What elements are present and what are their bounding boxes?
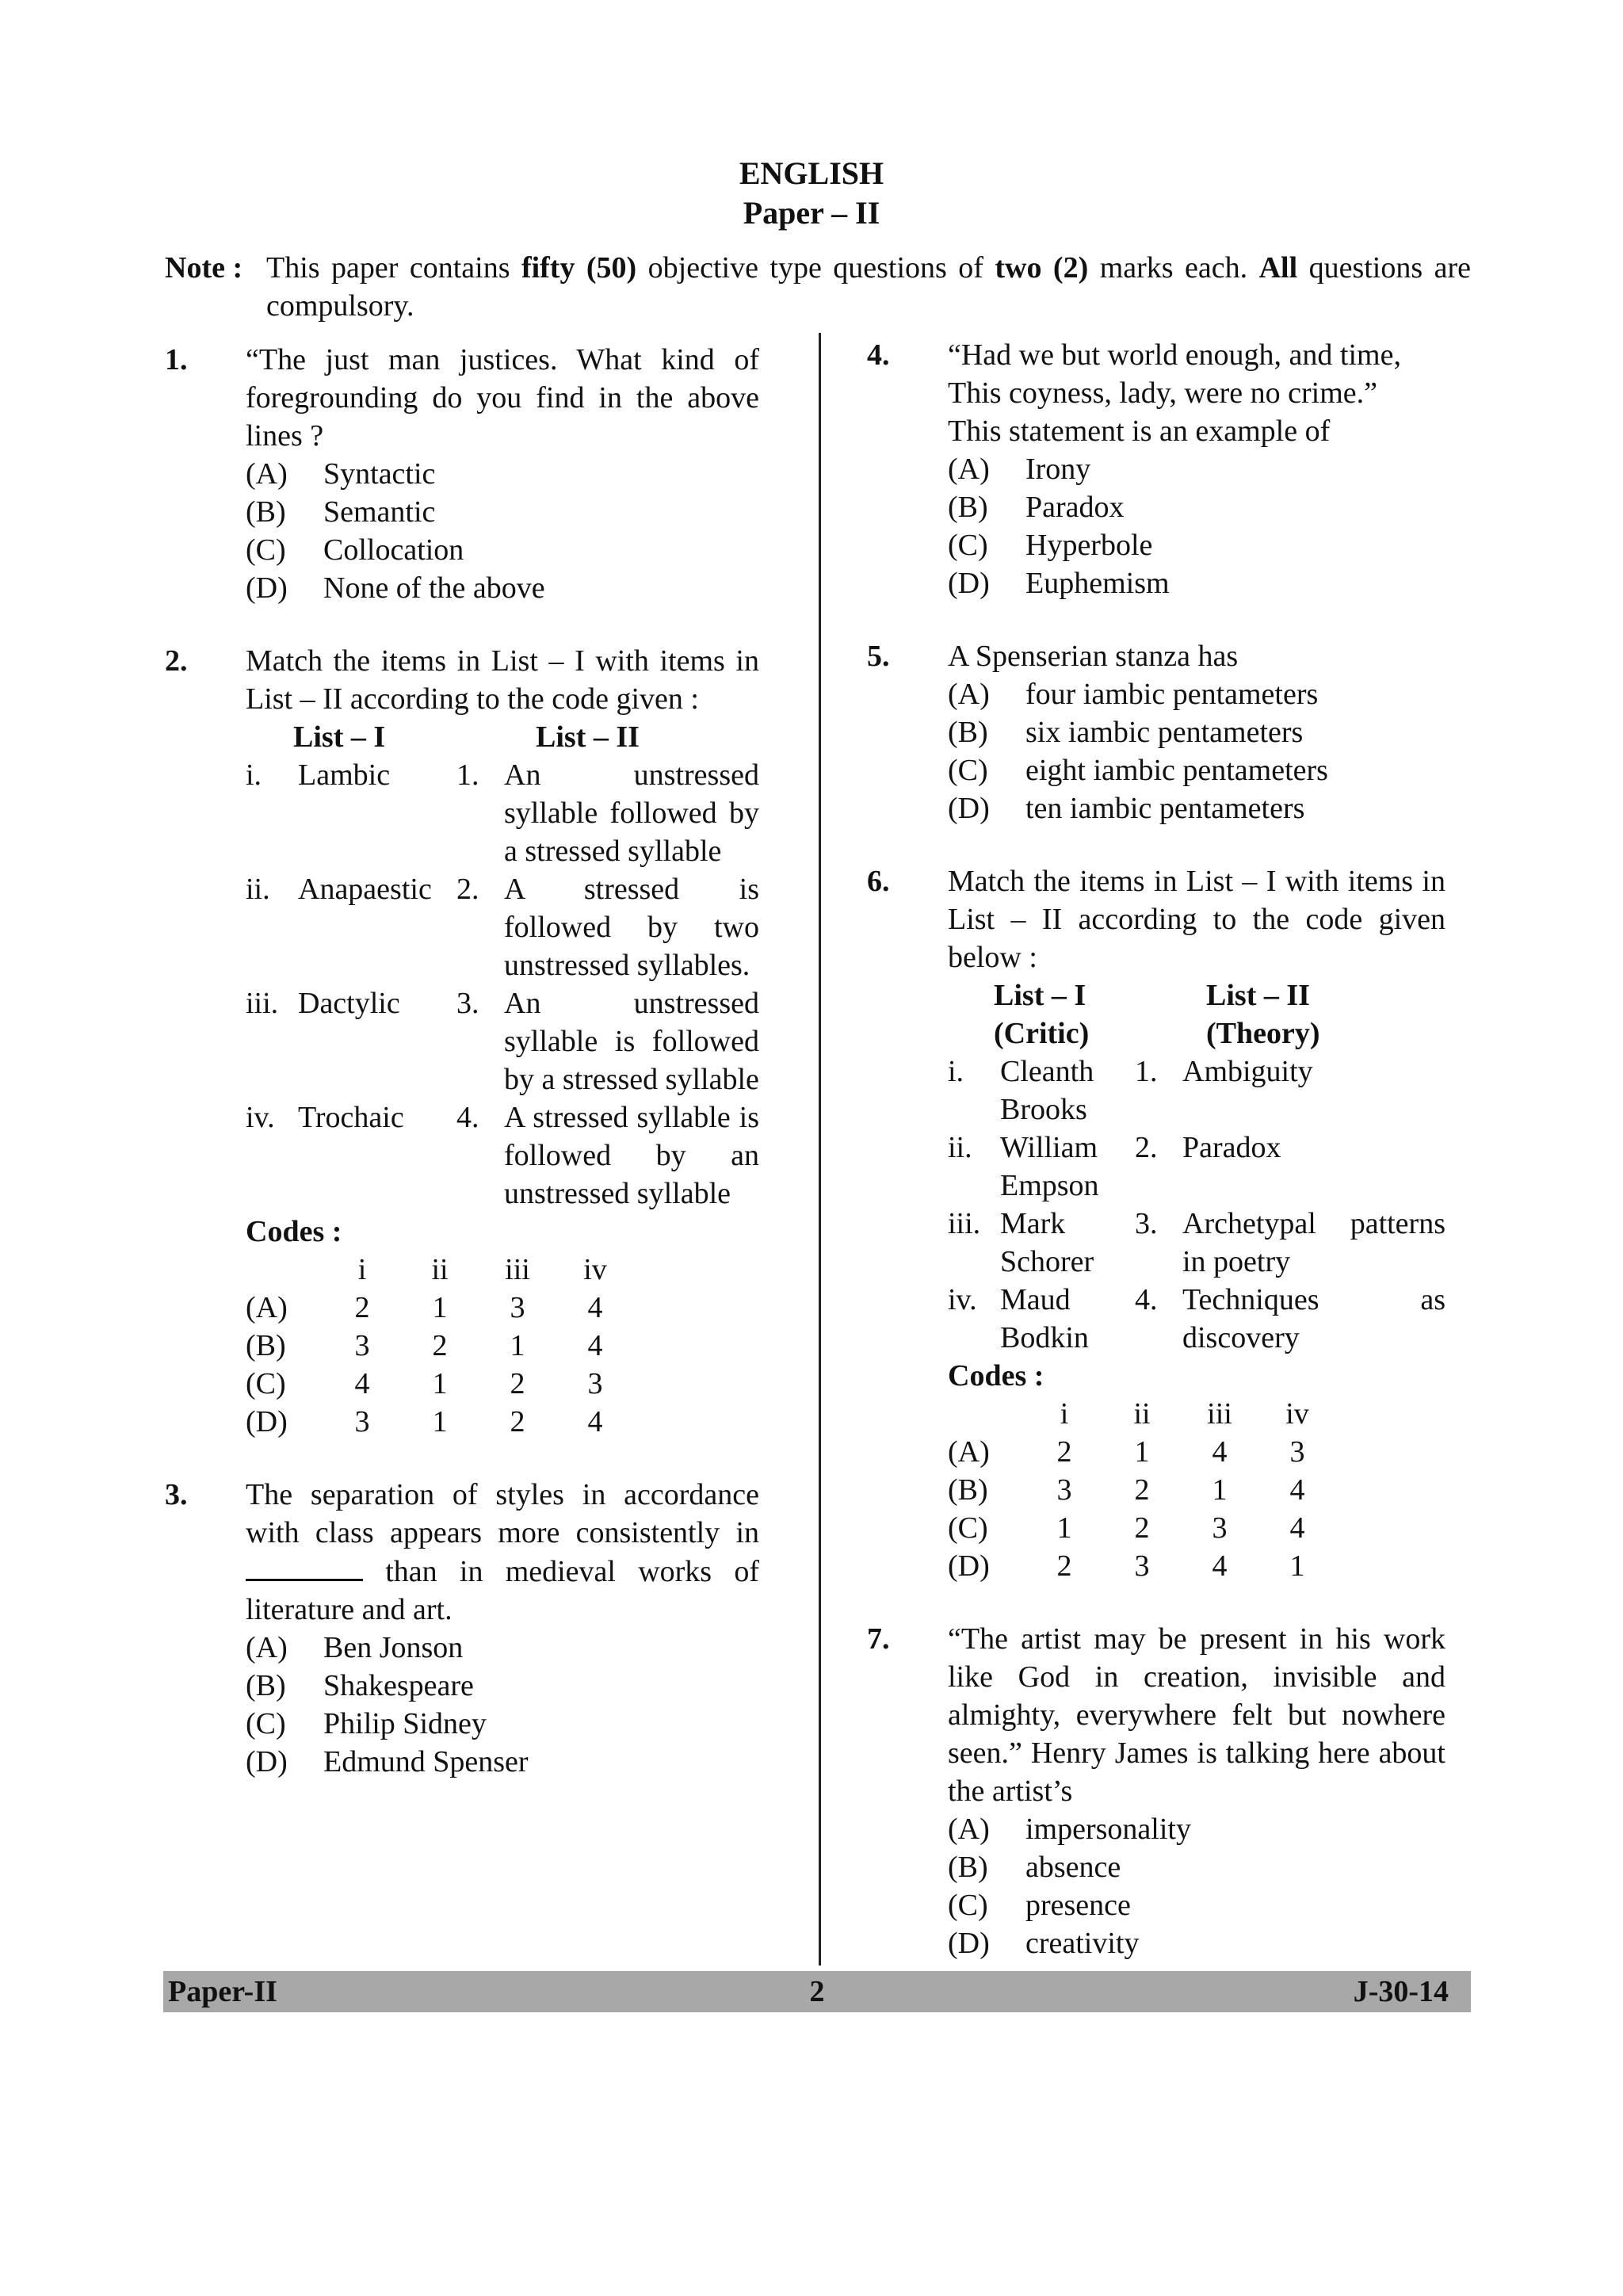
page-header: [0, 154, 1623, 233]
code-label: (A): [948, 1435, 990, 1469]
code-value: 1: [1056, 1511, 1072, 1545]
row-description: Techniques as discovery: [1182, 1283, 1445, 1354]
code-option-c[interactable]: [246, 1365, 759, 1403]
question-number: 1.: [165, 343, 188, 376]
row-term: Maud Bodkin: [1000, 1283, 1089, 1354]
question-stem: Match the items in List – I with items in List – II according to the code given below :: [948, 865, 1445, 974]
code-value: 2: [1134, 1511, 1150, 1545]
list-headers: [246, 718, 759, 756]
code-value: 1: [432, 1291, 448, 1324]
option-text: Irony: [1025, 453, 1091, 486]
code-value: 2: [1134, 1473, 1150, 1507]
code-value: 1: [432, 1405, 448, 1438]
option-text: Semantic: [323, 495, 436, 529]
paper-title: Paper – II: [743, 195, 880, 231]
option-a[interactable]: [948, 675, 1445, 713]
row-number: 2.: [1135, 1131, 1158, 1164]
row-number: 2.: [456, 873, 479, 906]
code-option-a[interactable]: [246, 1289, 759, 1327]
note-emphasis: fifty (50): [521, 251, 637, 285]
left-column: [165, 341, 759, 1816]
list-row: [948, 1052, 1445, 1129]
code-option-b[interactable]: [948, 1471, 1445, 1509]
option-text: six iambic pentameters: [1025, 716, 1304, 749]
code-label: (B): [948, 1473, 988, 1507]
code-value: 3: [510, 1291, 525, 1324]
code-value: 4: [1212, 1549, 1228, 1583]
list-row: [948, 1129, 1445, 1205]
option-b[interactable]: [948, 1848, 1445, 1886]
row-roman: ii.: [246, 873, 270, 906]
option-text: creativity: [1025, 1927, 1140, 1960]
option-b[interactable]: [246, 493, 759, 531]
note-emphasis: two (2): [995, 251, 1089, 285]
code-label: (A): [246, 1291, 288, 1324]
code-label: (C): [948, 1511, 988, 1545]
stem-part: The separation of styles in accordance with class appears more consistently in: [246, 1478, 759, 1549]
code-value: 4: [587, 1329, 603, 1362]
row-description: Paradox: [1182, 1131, 1281, 1164]
option-c[interactable]: [948, 751, 1445, 789]
option-a[interactable]: [246, 1629, 759, 1667]
quote-line: This coyness, lady, were no crime.”: [948, 376, 1378, 410]
option-text: Syntactic: [323, 457, 436, 491]
option-text: Shakespeare: [323, 1669, 474, 1702]
question-stem: “The artist may be present in his work like God in creation, invisible and almighty, everywhere felt but nowhere seen.” Henry James is talking here about the artist’s: [948, 1622, 1445, 1808]
option-text: Edmund Spenser: [323, 1745, 529, 1778]
code-value: 3: [1056, 1473, 1072, 1507]
code-value: 1: [432, 1367, 448, 1400]
option-a[interactable]: [246, 455, 759, 493]
code-value: 3: [1289, 1435, 1305, 1469]
option-text: ten iambic pentameters: [1025, 792, 1305, 825]
code-value: 2: [354, 1291, 370, 1324]
list-row: [246, 756, 759, 870]
note-label: Note :: [165, 251, 243, 285]
option-text: presence: [1025, 1889, 1131, 1922]
option-text: eight iambic pentameters: [1025, 754, 1328, 787]
option-label: (B): [246, 1669, 286, 1702]
question-3: [165, 1476, 759, 1781]
option-c[interactable]: [948, 1886, 1445, 1924]
question-6: [867, 862, 1445, 1585]
list-1-heading: List – I: [994, 979, 1086, 1012]
note-part: marks each.: [1088, 251, 1259, 285]
code-value: 1: [1212, 1473, 1228, 1507]
code-value: 1: [510, 1329, 525, 1362]
code-value: 4: [587, 1405, 603, 1438]
code-option-d[interactable]: [948, 1547, 1445, 1585]
code-col: iv: [583, 1253, 607, 1286]
option-c[interactable]: [246, 1705, 759, 1743]
option-text: None of the above: [323, 571, 545, 605]
option-label: (C): [246, 1707, 286, 1740]
option-text: Hyperbole: [1025, 529, 1153, 562]
code-option-a[interactable]: [948, 1433, 1445, 1471]
code-option-b[interactable]: [246, 1327, 759, 1365]
list-2-heading: List – II: [1206, 979, 1310, 1012]
question-number: 5.: [867, 640, 890, 673]
row-roman: iii.: [948, 1207, 981, 1240]
option-c[interactable]: [948, 526, 1445, 564]
answer-blank: [246, 1552, 363, 1581]
row-description: An unstressed syllable followed by a stressed syllable: [504, 758, 759, 868]
code-value: 3: [354, 1329, 370, 1362]
list-row: [948, 1205, 1445, 1281]
note-part: questions are compulsory.: [266, 251, 1471, 323]
question-7: [867, 1620, 1445, 1962]
code-label: (D): [246, 1405, 288, 1438]
code-value: 3: [1212, 1511, 1228, 1545]
row-number: 3.: [1135, 1207, 1158, 1240]
question-stem: [246, 1476, 759, 1629]
option-d[interactable]: [246, 1743, 759, 1781]
code-value: 4: [354, 1367, 370, 1400]
question-number: 4.: [867, 338, 890, 372]
code-label: (C): [246, 1367, 286, 1400]
option-a[interactable]: [948, 450, 1445, 488]
option-label: (D): [948, 792, 990, 825]
list-headers: [948, 976, 1445, 1014]
question-1: [165, 341, 759, 607]
row-number: 1.: [1135, 1055, 1158, 1088]
question-stem: Match the items in List – I with items in List – II according to the code given :: [246, 644, 759, 716]
subject-title: ENGLISH: [739, 155, 884, 191]
paper-code: J-30-14: [1353, 1975, 1449, 2008]
option-a[interactable]: [948, 1810, 1445, 1848]
code-col: ii: [431, 1253, 449, 1286]
row-roman: i.: [948, 1055, 964, 1088]
question-number: 6.: [867, 865, 890, 898]
note-emphasis: All: [1258, 251, 1298, 285]
code-label: (B): [246, 1329, 286, 1362]
code-col: iv: [1285, 1397, 1309, 1431]
code-value: 4: [587, 1291, 603, 1324]
code-value: 4: [1212, 1435, 1228, 1469]
code-value: 1: [1289, 1549, 1305, 1583]
option-label: (C): [948, 754, 988, 787]
code-col: i: [1060, 1397, 1069, 1431]
option-b[interactable]: [246, 1667, 759, 1705]
code-col: ii: [1133, 1397, 1151, 1431]
list-1-subheading: (Critic): [994, 1017, 1090, 1050]
note-text: [266, 249, 1471, 325]
list-row: [246, 870, 759, 984]
question-4: [867, 336, 1445, 602]
row-roman: iii.: [246, 987, 279, 1020]
option-text: Philip Sidney: [323, 1707, 487, 1740]
code-value: 4: [1289, 1473, 1305, 1507]
row-description: An unstressed syllable is followed by a stressed syllable: [504, 987, 759, 1096]
row-number: 3.: [456, 987, 479, 1020]
option-c[interactable]: [246, 531, 759, 569]
option-label: (D): [948, 1927, 990, 1960]
row-term: Lambic: [298, 758, 391, 792]
code-value: 3: [587, 1367, 603, 1400]
option-label: (A): [948, 1813, 990, 1846]
option-text: four iambic pentameters: [1025, 678, 1319, 711]
question-stem: A Spenserian stanza has: [948, 640, 1239, 673]
option-d[interactable]: [948, 789, 1445, 827]
list-row: [246, 984, 759, 1098]
option-label: (D): [948, 567, 990, 600]
option-label: (B): [246, 495, 286, 529]
list-2-subheading: (Theory): [1206, 1017, 1320, 1050]
code-option-d[interactable]: [246, 1403, 759, 1441]
option-text: Euphemism: [1025, 567, 1170, 600]
row-term: Cleanth Brooks: [1000, 1055, 1094, 1126]
question-number: 3.: [165, 1478, 188, 1511]
codes-label: Codes :: [246, 1215, 342, 1248]
question-stem: “The just man justices. What kind of foregrounding do you find in the above lines ?: [246, 343, 759, 453]
question-stem: This statement is an example of: [948, 415, 1331, 448]
option-label: (D): [246, 571, 288, 605]
list-1-heading: List – I: [293, 720, 386, 754]
option-label: (D): [246, 1745, 288, 1778]
option-label: (B): [948, 491, 988, 524]
question-2: [165, 642, 759, 1441]
code-value: 4: [1289, 1511, 1305, 1545]
code-col: iii: [505, 1253, 530, 1286]
option-label: (A): [246, 457, 288, 491]
code-label: (D): [948, 1549, 990, 1583]
row-roman: iv.: [948, 1283, 977, 1316]
option-label: (B): [948, 716, 988, 749]
page-number: 2: [809, 1975, 825, 2008]
row-term: William Empson: [1000, 1131, 1099, 1202]
row-number: 4.: [456, 1101, 479, 1134]
code-value: 2: [510, 1405, 525, 1438]
row-roman: i.: [246, 758, 262, 792]
option-text: Paradox: [1025, 491, 1125, 524]
stem-part: than in medieval works of literature and art.: [246, 1555, 759, 1626]
code-option-c[interactable]: [948, 1509, 1445, 1547]
list-row: [948, 1281, 1445, 1357]
row-roman: iv.: [246, 1101, 275, 1134]
option-label: (C): [948, 529, 988, 562]
row-number: 4.: [1135, 1283, 1158, 1316]
option-text: absence: [1025, 1851, 1121, 1884]
code-col: i: [357, 1253, 367, 1286]
right-column: [867, 336, 1445, 1997]
code-value: 2: [1056, 1435, 1072, 1469]
option-label: (C): [246, 533, 286, 567]
row-number: 1.: [456, 758, 479, 792]
option-label: (A): [246, 1631, 288, 1664]
code-value: 2: [510, 1367, 525, 1400]
codes-header: [948, 1395, 1445, 1433]
option-label: (C): [948, 1889, 988, 1922]
option-label: (A): [948, 453, 990, 486]
codes-label: Codes :: [948, 1359, 1044, 1392]
option-label: (A): [948, 678, 990, 711]
row-term: Trochaic: [298, 1101, 404, 1134]
row-description: Archetypal patterns in poetry: [1182, 1207, 1445, 1278]
code-value: 3: [1134, 1549, 1150, 1583]
column-divider: [819, 333, 821, 1966]
question-number: 2.: [165, 644, 188, 678]
list-subheaders: [948, 1014, 1445, 1052]
row-term: Mark Schorer: [1000, 1207, 1094, 1278]
code-value: 2: [432, 1329, 448, 1362]
list-row: [246, 1098, 759, 1213]
option-b[interactable]: [948, 713, 1445, 751]
quote-line: “Had we but world enough, and time,: [948, 338, 1401, 372]
code-value: 3: [354, 1405, 370, 1438]
code-value: 1: [1134, 1435, 1150, 1469]
code-value: 2: [1056, 1549, 1072, 1583]
question-number: 7.: [867, 1622, 890, 1656]
option-b[interactable]: [948, 488, 1445, 526]
row-description: A stressed syllable is followed by an unstressed syllable: [504, 1101, 759, 1210]
row-term: Dactylic: [298, 987, 400, 1020]
option-d[interactable]: [948, 564, 1445, 602]
option-label: (B): [948, 1851, 988, 1884]
footer-paper-label: Paper-II: [168, 1975, 277, 2008]
instructions-note: [165, 249, 1471, 325]
note-part: This paper contains: [266, 251, 521, 285]
row-roman: ii.: [948, 1131, 972, 1164]
question-5: [867, 637, 1445, 827]
row-description: Ambiguity: [1182, 1055, 1313, 1088]
page-footer: [163, 1971, 1471, 2012]
codes-header: [246, 1251, 759, 1289]
option-text: Ben Jonson: [323, 1631, 464, 1664]
option-d[interactable]: [948, 1924, 1445, 1962]
code-col: iii: [1207, 1397, 1232, 1431]
option-text: impersonality: [1025, 1813, 1191, 1846]
row-term: Anapaestic: [298, 873, 432, 906]
row-description: A stressed is followed by two unstressed syllables.: [504, 873, 759, 982]
option-d[interactable]: [246, 569, 759, 607]
note-part: objective type questions of: [636, 251, 995, 285]
option-text: Collocation: [323, 533, 464, 567]
list-2-heading: List – II: [536, 720, 640, 754]
